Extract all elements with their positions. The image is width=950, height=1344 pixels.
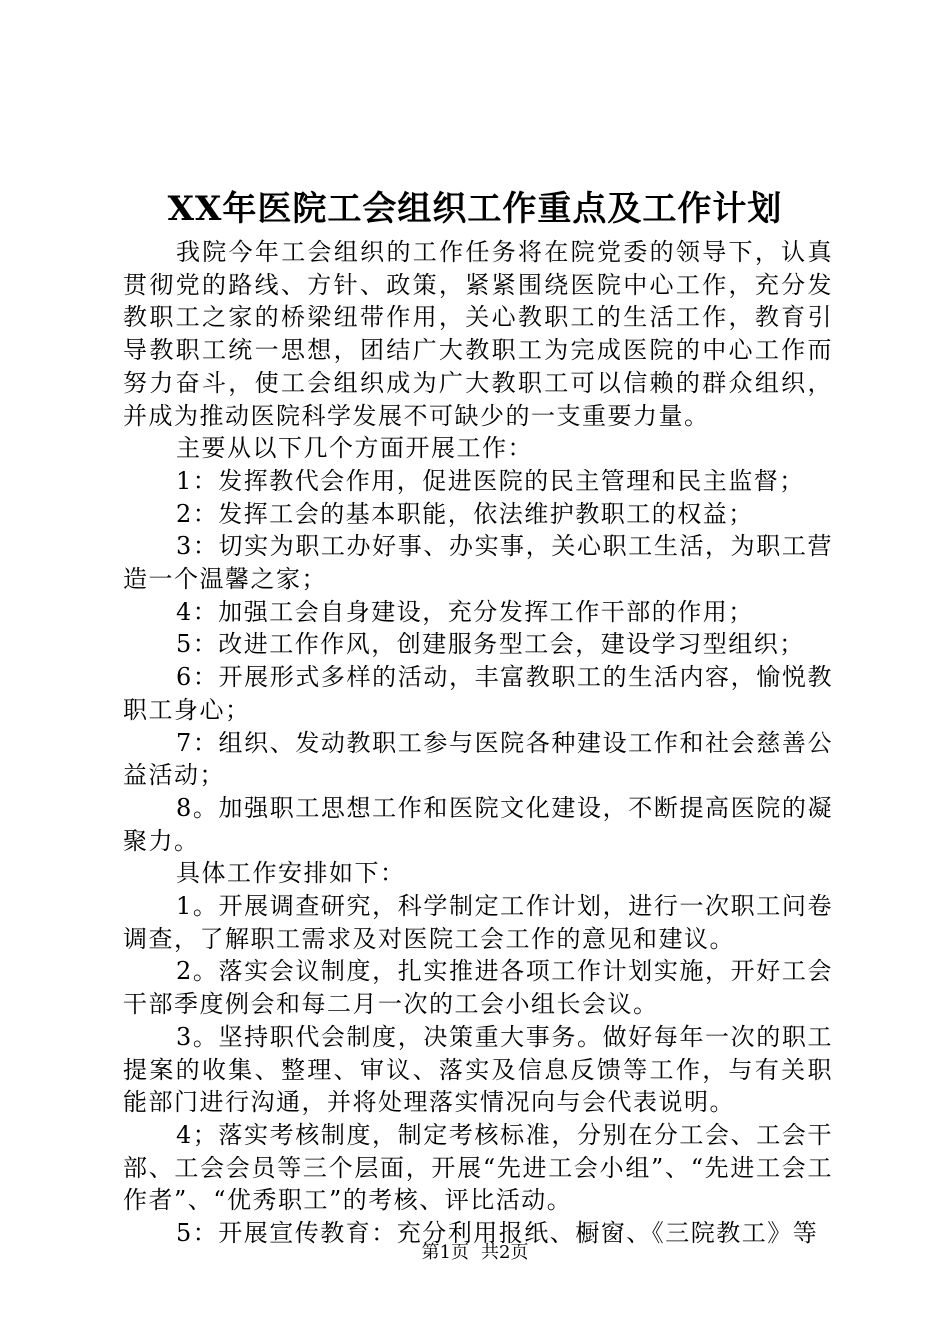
paragraph-arrangement-1: 1。开展调查研究，科学制定工作计划，进行一次职工问卷调查，了解职工需求及对医院工会工作的意见和建议。 bbox=[123, 892, 833, 953]
paragraph-aspect-7: 7：组织、发动教职工参与医院各种建设工作和社会慈善公益活动； bbox=[123, 728, 833, 790]
paragraph-main-aspects-heading: 主要从以下几个方面开展工作： bbox=[176, 434, 533, 463]
paragraph-intro: 我院今年工会组织的工作任务将在院党委的领导下，认真贯彻党的路线、方针、政策，紧紧围绕医院中心工作，充分发教职工之家的桥梁纽带作用，关心教职工的生活工作，教育引导教职工统一思想，团结广大教职工为完成医院的中心工作而努力奋斗，使工会组织成为广大教职工可以信赖的群众组织，并成为推动医院科学发展不可缺少的一支重要力量。 bbox=[123, 238, 833, 430]
paragraph-aspect-5: 5：改进工作作风，创建服务型工会，建设学习型组织； bbox=[176, 630, 805, 659]
paragraph-aspect-8: 8。加强职工思想工作和医院文化建设，不断提高医院的凝聚力。 bbox=[123, 793, 833, 855]
paragraph-aspect-4: 4：加强工会自身建设，充分发挥工作干部的作用； bbox=[176, 597, 754, 626]
paragraph-arrangement-2: 2。落实会议制度，扎实推进各项工作计划实施，开好工会干部季度例会和每二月一次的工会小组长会议。 bbox=[123, 957, 833, 1019]
paragraph-arrangement-heading: 具体工作安排如下： bbox=[176, 859, 406, 888]
page-number: 第1页 bbox=[421, 1242, 469, 1263]
paragraph-arrangement-3: 3。坚持职代会制度，决策重大事务。做好每年一次的职工提案的收集、整理、审议、落实及信息反馈等工作，与有关职能部门进行沟通，并将处理落实情况向与会代表说明。 bbox=[123, 1022, 833, 1117]
document-body bbox=[123, 236, 833, 1250]
paragraph-aspect-2: 2：发挥工会的基本职能，依法维护教职工的权益； bbox=[176, 499, 754, 528]
paragraph-aspect-1: 1：发挥教代会作用，促进医院的民主管理和民主监督； bbox=[176, 466, 805, 495]
paragraph-aspect-3: 3：切实为职工办好事、办实事，关心职工生活，为职工营造一个温馨之家； bbox=[123, 532, 833, 594]
page-footer bbox=[0, 1241, 950, 1265]
page-total: 共2页 bbox=[481, 1242, 529, 1263]
document-title: XX年医院工会组织工作重点及工作计划 bbox=[167, 189, 783, 229]
paragraph-arrangement-4: 4；落实考核制度，制定考核标准，分别在分工会、工会干部、工会会员等三个层面，开展“先进工会小组”、“先进工会工作者”、“优秀职工”的考核、评比活动。 bbox=[123, 1120, 833, 1215]
paragraph-arrangement-5: 5：开展宣传教育：充分利用报纸、橱窗、《三院教工》等 bbox=[176, 1219, 819, 1248]
paragraph-aspect-6: 6：开展形式多样的活动，丰富教职工的生活内容，愉悦教职工身心； bbox=[123, 663, 833, 724]
